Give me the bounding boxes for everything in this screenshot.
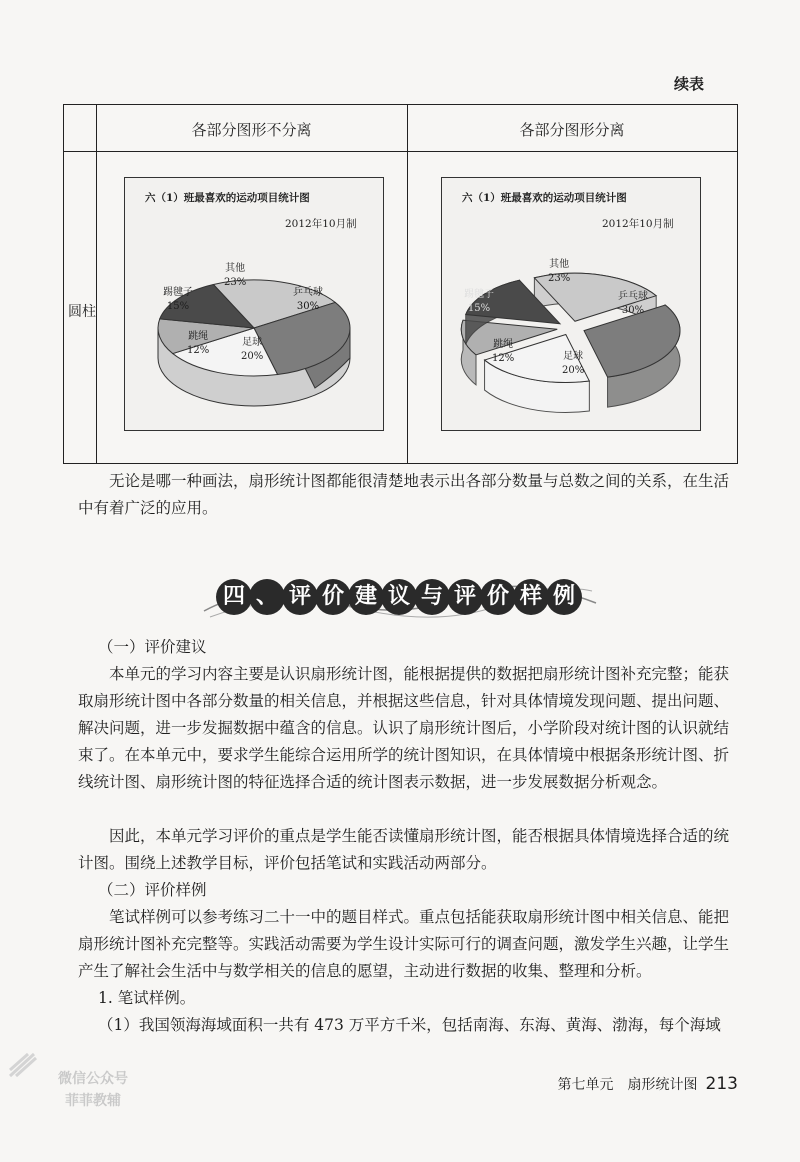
slice-label-pingpong: 乒乓球 30% (293, 287, 323, 312)
row-label-cylinder: 圆柱 (68, 304, 96, 320)
paragraph-examples: 笔试样例可以参考练习二十一中的题目样式。重点包括能获取扇形统计图中相关信息、能把扇形统计图补充完整等。实践活动需要为学生设计实际可行的调查问题，激发学生兴趣，让学生产生了解社会生活中与数学相关的信息的愿望，主动进行数据的收集、整理和分析。 (78, 908, 730, 980)
slice-label-other: 其他 23% (224, 263, 247, 288)
banner-char: 例 (546, 579, 582, 615)
col-header-separated: 各部分图形分离 (519, 121, 625, 139)
footer-chapter: 第七单元 扇形统计图 (557, 1077, 698, 1093)
chart-title: 六（1）班最喜欢的运动项目统计图 (462, 192, 627, 204)
banner-char: 建 (348, 579, 384, 615)
banner-char: 样 (513, 579, 549, 615)
watermark-line-2: 菲菲教辅 (65, 1093, 121, 1109)
paragraph-suggestions: 本单元的学习内容主要是认识扇形统计图，能根据提供的数据把扇形统计图补充完整；能获取扇形统计图中各部分数量的相关信息，并根据这些信息，针对具体情境发现问题、提出问题、解决问题，进一步发掘数据中蕴含的信息。认识了扇形统计图后，小学阶段对统计图的认识就结束了。在本单元中，要求学生能综合运用所学的统计图知识，在具体情境中根据条形统计图、折线统计图、扇形统计图的特征选择合适的统计图表示数据，进一步发展数据分析观念。 (78, 665, 730, 791)
paragraph-focus: 因此，本单元学习评价的重点是学生能否读懂扇形统计图，能否根据具体情境选择合适的统计图。围绕上述教学目标，评价包括笔试和实践活动两部分。 (78, 827, 730, 872)
watermark-line-1: 微信公众号 (58, 1071, 128, 1087)
page-footer (558, 1074, 738, 1094)
slice-label-shuttlecock: 踢毽子 15% (163, 287, 193, 312)
banner-char: 评 (282, 579, 318, 615)
banner-char: 评 (447, 579, 483, 615)
banner-char: 与 (414, 579, 450, 615)
watermark-icon (6, 1050, 42, 1080)
comparison-table (63, 104, 738, 464)
slice-label-football: 足球 20% (562, 351, 585, 376)
section-banner (200, 571, 600, 625)
pie-chart-not-separated (124, 177, 384, 431)
slice-label-football: 足球 20% (241, 337, 264, 362)
banner-char: 价 (315, 579, 351, 615)
paragraph-question-1: （1）我国领海海域面积一共有 473 万平方千米，包括南海、东海、黄海、渤海，每个海域 (98, 1016, 721, 1034)
col-header-not-separated: 各部分图形不分离 (191, 121, 312, 139)
heading-suggestions: （一）评价建议 (98, 638, 207, 656)
slice-label-other: 其他 23% (548, 259, 571, 284)
banner-char: 议 (381, 579, 417, 615)
slice-label-pingpong: 乒乓球 30% (618, 291, 648, 316)
chart-date: 2012年10月制 (602, 218, 674, 230)
slice-label-shuttlecock: 踢毽子 15% (464, 289, 494, 314)
banner-char: 价 (480, 579, 516, 615)
pie-chart-separated (441, 177, 701, 431)
continued-label: 续表 (673, 75, 704, 93)
heading-examples: （二）评价样例 (98, 881, 207, 899)
banner-char: 、 (249, 579, 285, 615)
page-number: 213 (705, 1074, 738, 1094)
watermark (38, 1068, 148, 1112)
chart-title: 六（1）班最喜欢的运动项目统计图 (145, 192, 310, 204)
heading-written-example: 1. 笔试样例。 (98, 989, 196, 1007)
slice-label-rope: 跳绳 12% (492, 339, 515, 364)
banner-char: 四 (216, 579, 252, 615)
chart-date: 2012年10月制 (285, 218, 357, 230)
slice-label-rope: 跳绳 12% (187, 331, 210, 356)
paragraph-summary: 无论是哪一种画法，扇形统计图都能很清楚地表示出各部分数量与总数之间的关系，在生活中有着广泛的应用。 (78, 472, 730, 517)
